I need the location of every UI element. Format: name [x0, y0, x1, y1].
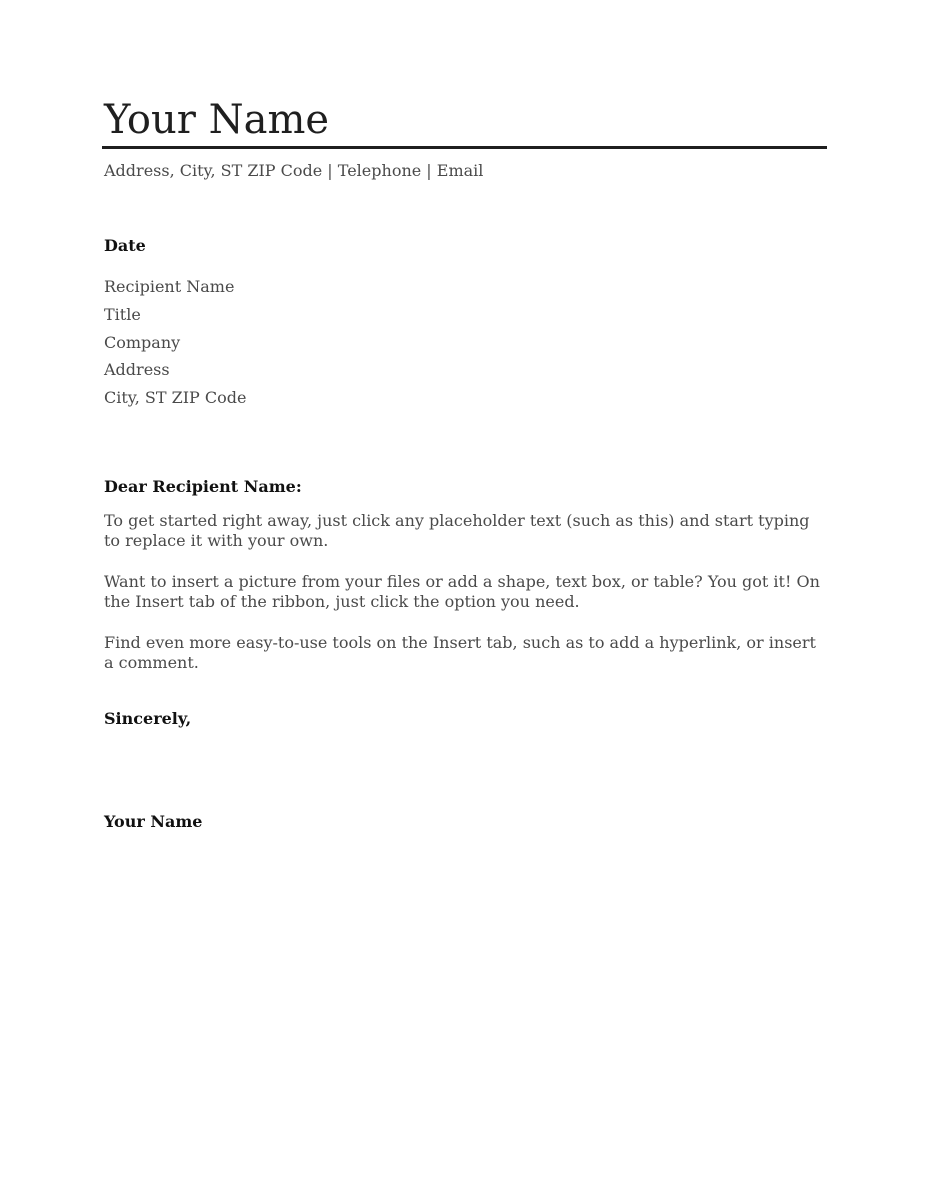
closing[interactable]: Sincerely,: [104, 709, 192, 728]
recipient-address[interactable]: Address: [104, 360, 170, 380]
sender-name-heading[interactable]: Your Name: [104, 97, 330, 143]
letter-date[interactable]: Date: [104, 236, 146, 255]
signature-name[interactable]: Your Name: [104, 812, 203, 831]
salutation[interactable]: Dear Recipient Name:: [104, 477, 302, 496]
sender-contact-line[interactable]: Address, City, ST ZIP Code | Telephone | Email: [104, 161, 484, 180]
recipient-city-state-zip[interactable]: City, ST ZIP Code: [104, 388, 247, 408]
body-paragraph[interactable]: To get started right away, just click any placeholder text (such as this) and start typing to replace it with your own.: [104, 511, 810, 550]
recipient-company[interactable]: Company: [104, 332, 181, 352]
recipient-block: [104, 275, 246, 414]
recipient-name[interactable]: Recipient Name: [104, 277, 235, 296]
recipient-title[interactable]: Title: [104, 304, 141, 324]
body-paragraph[interactable]: Find even more easy-to-use tools on the Insert tab, such as to add a hyperlink, or insert a comment.: [104, 633, 816, 672]
body-paragraph[interactable]: Want to insert a picture from your files or add a shape, text box, or table? You got it! On the Insert tab of the ribbon, just click the option you need.: [104, 572, 820, 611]
header-divider: [102, 146, 827, 149]
